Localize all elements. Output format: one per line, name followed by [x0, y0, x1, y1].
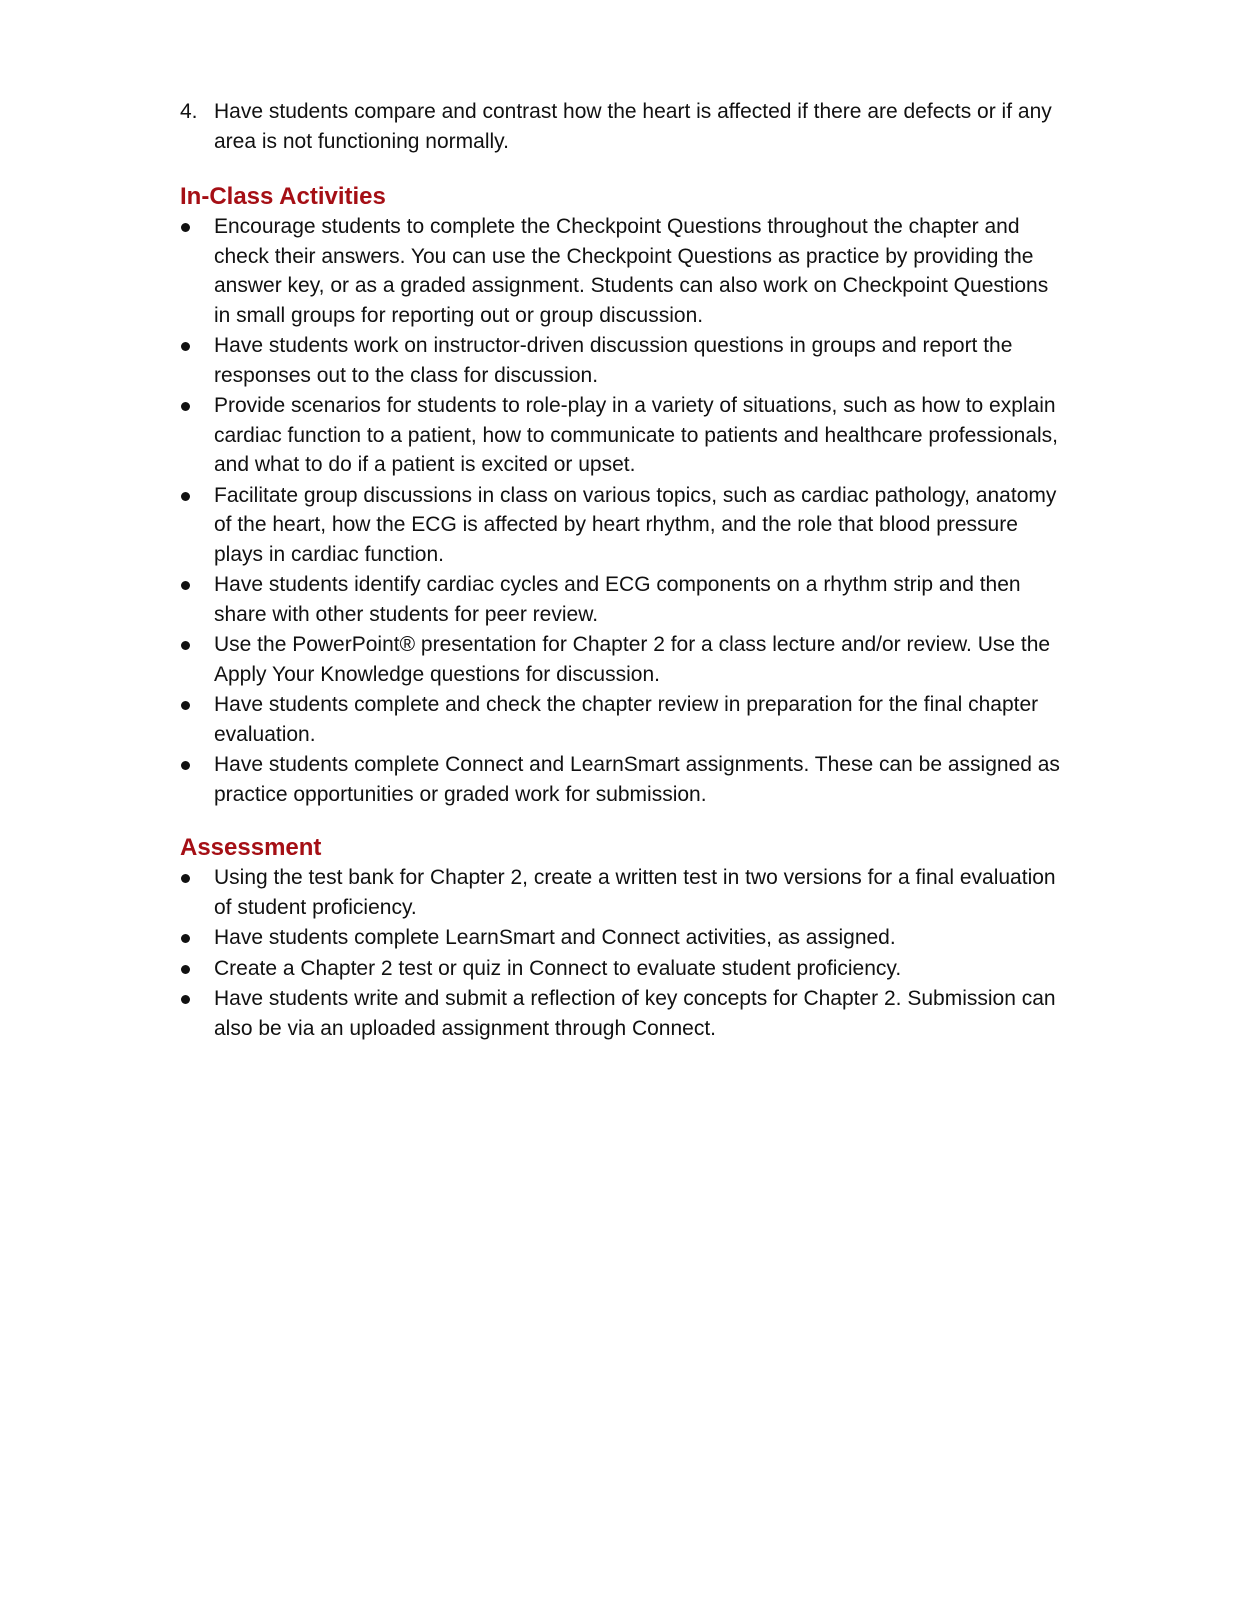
section-heading-assessment: Assessment [180, 834, 322, 861]
bullet-icon [181, 492, 190, 501]
bullet-list-item [180, 750, 1060, 809]
bullet-icon [181, 701, 190, 710]
bullet-icon [181, 874, 190, 883]
section-heading-in-class-activities: In-Class Activities [180, 183, 386, 210]
bullet-icon [181, 641, 190, 650]
list-item-text: Have students complete and check the chapter review in preparation for the final chapter evaluation. [214, 693, 1039, 746]
list-item-text: Have students identify cardiac cycles and ECG components on a rhythm strip and then share with other students for peer review. [214, 573, 1021, 626]
numbered-list-item [180, 97, 1060, 156]
list-item-text: Have students write and submit a reflection of key concepts for Chapter 2. Submission can also be via an uploaded assignment through Connect. [214, 987, 1056, 1040]
bullet-icon [181, 934, 190, 943]
bullet-list-item [180, 212, 1060, 330]
bullet-list-item [180, 630, 1060, 689]
list-item-text: Facilitate group discussions in class on various topics, such as cardiac pathology, anatomy of the heart, how the ECG is affected by heart rhythm, and the role that blood pressure plays in cardiac function. [214, 483, 1057, 566]
bullet-list-item [180, 954, 1060, 984]
list-item-text: Have students compare and contrast how the heart is affected if there are defects or if any area is not functioning normally. [214, 100, 1052, 153]
list-number: 4. [180, 100, 198, 123]
list-item-text: Create a Chapter 2 test or quiz in Connect to evaluate student proficiency. [214, 956, 902, 980]
list-item-text: Have students work on instructor-driven discussion questions in groups and report the responses out to the class for discussion. [214, 334, 1013, 387]
bullet-list-item [180, 690, 1060, 749]
bullet-list-item [180, 863, 1060, 922]
bullet-icon [181, 223, 190, 232]
bullet-list-item [180, 331, 1060, 390]
list-item-text: Use the PowerPoint® presentation for Chapter 2 for a class lecture and/or review. Use the Apply Your Knowledge questions for discussion. [214, 633, 1051, 686]
bullet-list-assessment [180, 863, 1060, 1043]
list-item-text: Encourage students to complete the Checkpoint Questions throughout the chapter and check their answers. You can use the Checkpoint Questions as practice by providing the answer key, or as a graded assignment. Students can also work on Checkpoint Questions in small groups for reporting out or group discussion. [214, 215, 1049, 327]
list-item-text: Have students complete LearnSmart and Connect activities, as assigned. [214, 926, 896, 949]
bullet-list-item [180, 391, 1060, 480]
numbered-list [180, 97, 1060, 156]
bullet-icon [181, 581, 190, 590]
bullet-list-item [180, 570, 1060, 629]
bullet-icon [181, 995, 190, 1004]
list-item-text: Provide scenarios for students to role-play in a variety of situations, such as how to explain cardiac function to a patient, how to communicate to patients and healthcare professionals, and what to do if a patient is excited or upset. [214, 394, 1058, 476]
page-content [180, 97, 1060, 1043]
bullet-list-item [180, 923, 1060, 953]
bullet-icon [181, 965, 190, 974]
list-item-text: Using the test bank for Chapter 2, create a written test in two versions for a final evaluation of student proficiency. [214, 866, 1056, 919]
list-item-text: Have students complete Connect and LearnSmart assignments. These can be assigned as practice opportunities or graded work for submission. [214, 753, 1060, 806]
bullet-list-in-class-activities [180, 212, 1060, 809]
bullet-icon [181, 761, 190, 770]
bullet-icon [181, 342, 190, 351]
bullet-list-item [180, 984, 1060, 1043]
bullet-icon [181, 402, 190, 411]
bullet-list-item [180, 481, 1060, 570]
